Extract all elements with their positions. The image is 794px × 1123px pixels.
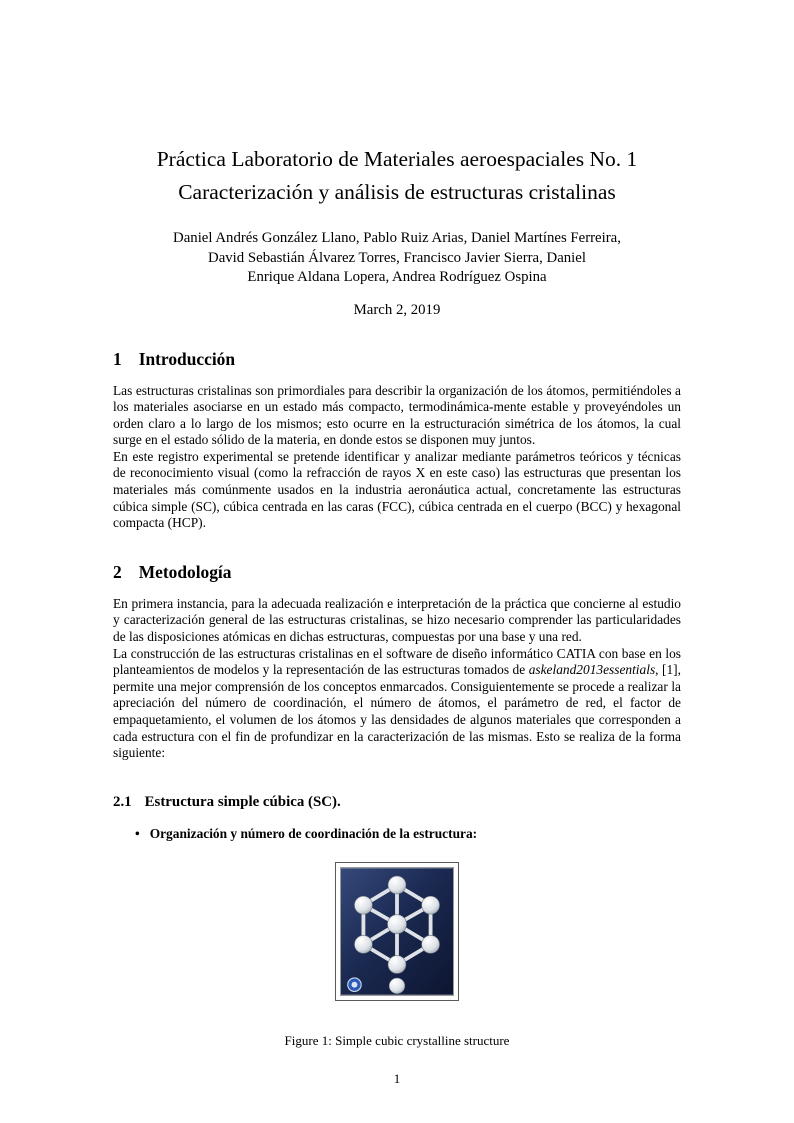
figure — [113, 862, 681, 1006]
author-line: Enrique Aldana Lopera, Andrea Rodríguez Ospina — [247, 269, 547, 285]
paper-title-line2: Caracterización y análisis de estructuras cristalinas — [178, 180, 616, 204]
list-item — [135, 826, 681, 843]
paragraph-text: , [1], permite una mejor comprensión de los conceptos enmarcados. Consiguientemente se procede a realizar la apreciación del número de coordinación, el número de átomos, el parámetro de red, el factor de empaquetamiento, el volumen de los átomos y las densidades de algunos materiales que corresponden a cada estructura con el fin de profundizar en la caracterización de las mismas. Esto se realiza de la forma siguiente: — [113, 662, 681, 761]
logo-icon — [348, 978, 361, 991]
figure-caption: Figure 1: Simple cubic crystalline structure — [284, 1033, 510, 1049]
section-heading-metodologia — [113, 562, 681, 583]
section-heading-introduccion — [113, 349, 681, 370]
paper-date: March 2, 2019 — [353, 301, 441, 318]
page-content — [113, 0, 681, 1049]
section-title: Metodología — [138, 561, 232, 582]
author-list — [113, 229, 681, 288]
author-line: David Sebastián Álvarez Torres, Francisco Javier Sierra, Daniel — [208, 249, 586, 266]
section-number: 1 — [113, 348, 122, 369]
paragraph-text: La construcción de las estructuras cristalinas en el software de diseño informático CATIA con base en los planteamientos de modelos y la representación de las estructuras tomados de — [113, 645, 681, 678]
paragraph-intro-2: En este registro experimental se pretende identificar y analizar mediante parámetros teóricos y técnicas de reconocimiento visual (como la refracción de rayos X en este caso) las estructuras que presentan los materiales más comúnmente usados en la industria aeronáutica actual, concretamente las estructuras cúbica simple (SC), cúbica centrada en las caras (FCC), cúbica centrada en el cuerpo (BCC) y hexagonal compacta (HCP). — [113, 448, 681, 531]
subsection-title: Estructura simple cúbica (SC). — [144, 793, 341, 810]
citation-key: askeland2013essentials — [528, 662, 656, 678]
section-number: 2 — [113, 561, 122, 582]
page-number: 1 — [393, 1071, 401, 1086]
paragraph-metodologia-1: En primera instancia, para la adecuada realización e interpretación de la práctica que concierne al estudio y caracterización general de las estructuras cristalinas, se hizo necesario comprender las particularidades de las disposiciones atómicas en dichas estructuras, compuestas por una base y una red. — [113, 595, 681, 645]
subsection-number: 2.1 — [113, 793, 132, 810]
paper-title — [113, 143, 681, 209]
bullet-icon: • — [135, 825, 140, 841]
paragraph-intro-1: Las estructuras cristalinas son primordiales para describir la organización de los átomos, permitiéndoles a los materiales asociarse en un estado más compacto, termodinámica-mente estable y proveyéndoles un orden claro a lo largo de los mismos; esto ocurre en la estructuración simétrica de los átomos, la cual surge en el estado sólido de la materia, en donde estos se disponen muy juntos. — [113, 382, 681, 448]
subsection-heading-sc — [113, 794, 681, 811]
section-title: Introducción — [138, 348, 236, 369]
figure-frame — [335, 862, 459, 1001]
author-line: Daniel Andrés González Llano, Pablo Ruiz Arias, Daniel Martínes Ferreira, — [173, 230, 621, 246]
paper-title-line1: Práctica Laboratorio de Materiales aeroespaciales No. 1 — [156, 147, 638, 171]
simple-cubic-structure-photo — [340, 867, 454, 996]
list-item-text: Organización y número de coordinación de la estructura: — [149, 825, 478, 841]
paragraph-metodologia-2 — [113, 646, 681, 762]
